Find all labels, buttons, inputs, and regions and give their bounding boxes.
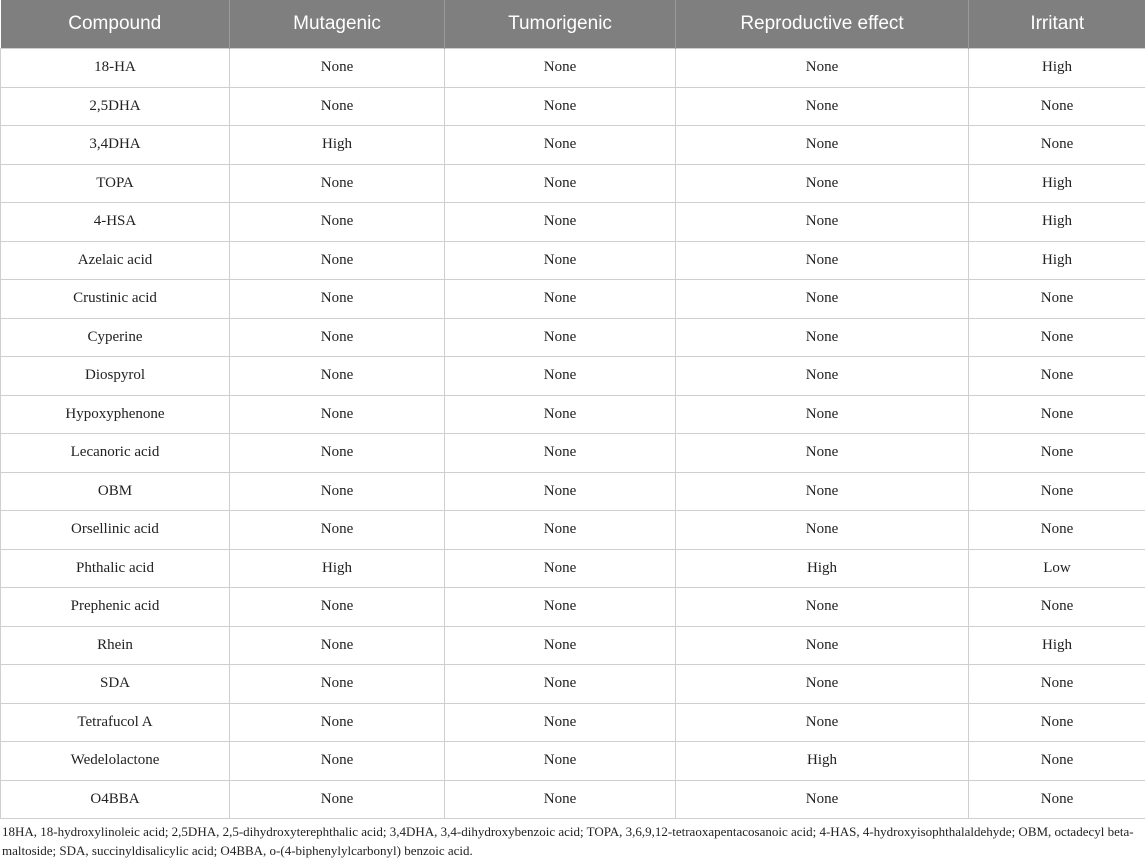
cell-compound: Diospyrol [1, 357, 230, 396]
cell-compound: Orsellinic acid [1, 511, 230, 550]
cell-compound: Phthalic acid [1, 549, 230, 588]
cell-mutagenic: High [230, 549, 445, 588]
cell-irritant: None [969, 126, 1145, 165]
cell-compound: 4-HSA [1, 203, 230, 242]
header-tumorigenic: Tumorigenic [445, 0, 676, 49]
table-row [1, 742, 1145, 781]
cell-irritant: None [969, 87, 1145, 126]
cell-tumorigenic: None [445, 665, 676, 704]
cell-tumorigenic: None [445, 780, 676, 819]
cell-reproductive-effect: None [676, 703, 969, 742]
cell-irritant: High [969, 203, 1145, 242]
cell-mutagenic: None [230, 472, 445, 511]
cell-compound: Hypoxyphenone [1, 395, 230, 434]
cell-compound: Wedelolactone [1, 742, 230, 781]
cell-mutagenic: None [230, 318, 445, 357]
cell-irritant: None [969, 357, 1145, 396]
cell-reproductive-effect: None [676, 434, 969, 473]
table-row [1, 126, 1145, 165]
cell-mutagenic: High [230, 126, 445, 165]
cell-mutagenic: None [230, 49, 445, 88]
table-row [1, 318, 1145, 357]
cell-compound: Lecanoric acid [1, 434, 230, 473]
cell-mutagenic: None [230, 703, 445, 742]
cell-compound: Cyperine [1, 318, 230, 357]
cell-reproductive-effect: None [676, 318, 969, 357]
cell-irritant: None [969, 780, 1145, 819]
table-row [1, 780, 1145, 819]
table-row [1, 49, 1145, 88]
table-row [1, 241, 1145, 280]
header-reproductive-effect: Reproductive effect [676, 0, 969, 49]
cell-tumorigenic: None [445, 742, 676, 781]
cell-reproductive-effect: None [676, 126, 969, 165]
cell-irritant: None [969, 434, 1145, 473]
cell-mutagenic: None [230, 395, 445, 434]
cell-tumorigenic: None [445, 126, 676, 165]
cell-tumorigenic: None [445, 434, 676, 473]
cell-tumorigenic: None [445, 203, 676, 242]
cell-irritant: None [969, 395, 1145, 434]
cell-compound: Tetrafucol A [1, 703, 230, 742]
header-irritant: Irritant [969, 0, 1145, 49]
cell-irritant: High [969, 164, 1145, 203]
table-header [1, 0, 1145, 49]
cell-reproductive-effect: None [676, 87, 969, 126]
cell-tumorigenic: None [445, 164, 676, 203]
cell-mutagenic: None [230, 588, 445, 627]
cell-compound: SDA [1, 665, 230, 704]
cell-irritant: High [969, 49, 1145, 88]
cell-mutagenic: None [230, 780, 445, 819]
table-row [1, 549, 1145, 588]
header-row [1, 0, 1145, 49]
cell-compound: O4BBA [1, 780, 230, 819]
cell-tumorigenic: None [445, 357, 676, 396]
cell-mutagenic: None [230, 511, 445, 550]
cell-tumorigenic: None [445, 549, 676, 588]
cell-tumorigenic: None [445, 318, 676, 357]
header-compound: Compound [1, 0, 230, 49]
cell-irritant: None [969, 665, 1145, 704]
table-row [1, 588, 1145, 627]
table-row [1, 626, 1145, 665]
cell-compound: Crustinic acid [1, 280, 230, 319]
cell-mutagenic: None [230, 665, 445, 704]
cell-reproductive-effect: None [676, 241, 969, 280]
table-row [1, 703, 1145, 742]
table-row [1, 395, 1145, 434]
cell-tumorigenic: None [445, 241, 676, 280]
cell-irritant: None [969, 742, 1145, 781]
cell-irritant: High [969, 626, 1145, 665]
cell-reproductive-effect: None [676, 665, 969, 704]
cell-irritant: None [969, 472, 1145, 511]
table-row [1, 511, 1145, 550]
cell-reproductive-effect: None [676, 164, 969, 203]
cell-tumorigenic: None [445, 395, 676, 434]
cell-irritant: None [969, 588, 1145, 627]
cell-tumorigenic: None [445, 472, 676, 511]
cell-mutagenic: None [230, 87, 445, 126]
cell-compound: 2,5DHA [1, 87, 230, 126]
cell-mutagenic: None [230, 626, 445, 665]
table-row [1, 87, 1145, 126]
cell-tumorigenic: None [445, 626, 676, 665]
cell-reproductive-effect: None [676, 280, 969, 319]
cell-compound: Prephenic acid [1, 588, 230, 627]
cell-compound: OBM [1, 472, 230, 511]
cell-irritant: None [969, 511, 1145, 550]
cell-reproductive-effect: High [676, 742, 969, 781]
cell-compound: Rhein [1, 626, 230, 665]
table-row [1, 472, 1145, 511]
cell-irritant: Low [969, 549, 1145, 588]
cell-compound: 3,4DHA [1, 126, 230, 165]
table-row [1, 164, 1145, 203]
cell-irritant: None [969, 318, 1145, 357]
table-row [1, 665, 1145, 704]
cell-reproductive-effect: None [676, 626, 969, 665]
table-row [1, 357, 1145, 396]
cell-reproductive-effect: None [676, 588, 969, 627]
cell-mutagenic: None [230, 203, 445, 242]
cell-mutagenic: None [230, 241, 445, 280]
cell-compound: 18-HA [1, 49, 230, 88]
table-row [1, 280, 1145, 319]
cell-reproductive-effect: High [676, 549, 969, 588]
cell-mutagenic: None [230, 164, 445, 203]
cell-tumorigenic: None [445, 703, 676, 742]
cell-tumorigenic: None [445, 87, 676, 126]
cell-reproductive-effect: None [676, 511, 969, 550]
cell-mutagenic: None [230, 357, 445, 396]
cell-reproductive-effect: None [676, 203, 969, 242]
cell-mutagenic: None [230, 280, 445, 319]
cell-mutagenic: None [230, 434, 445, 473]
table-footnote: 18HA, 18-hydroxylinoleic acid; 2,5DHA, 2,5-dihydroxyterephthalic acid; 3,4DHA, 3,4-dihydroxybenzoic acid; TOPA, 3,6,9,12-tetraoxapentacosanoic acid; 4-HAS, 4-hydroxyisophthalaldehyde; OBM, octadecyl beta-maltoside; SDA, succinyldisalicylic acid; O4BBA, o-(4-biphenylylcarbonyl) benzoic acid. [2, 824, 1134, 858]
cell-irritant: None [969, 703, 1145, 742]
cell-mutagenic: None [230, 742, 445, 781]
table-row [1, 203, 1145, 242]
header-mutagenic: Mutagenic [230, 0, 445, 49]
cell-irritant: High [969, 241, 1145, 280]
table-row [1, 434, 1145, 473]
cell-tumorigenic: None [445, 280, 676, 319]
cell-reproductive-effect: None [676, 395, 969, 434]
cell-reproductive-effect: None [676, 780, 969, 819]
cell-irritant: None [969, 280, 1145, 319]
cell-tumorigenic: None [445, 588, 676, 627]
cell-tumorigenic: None [445, 511, 676, 550]
table-body [1, 49, 1145, 819]
cell-compound: TOPA [1, 164, 230, 203]
cell-reproductive-effect: None [676, 49, 969, 88]
cell-tumorigenic: None [445, 49, 676, 88]
cell-compound: Azelaic acid [1, 241, 230, 280]
cell-reproductive-effect: None [676, 472, 969, 511]
cell-reproductive-effect: None [676, 357, 969, 396]
